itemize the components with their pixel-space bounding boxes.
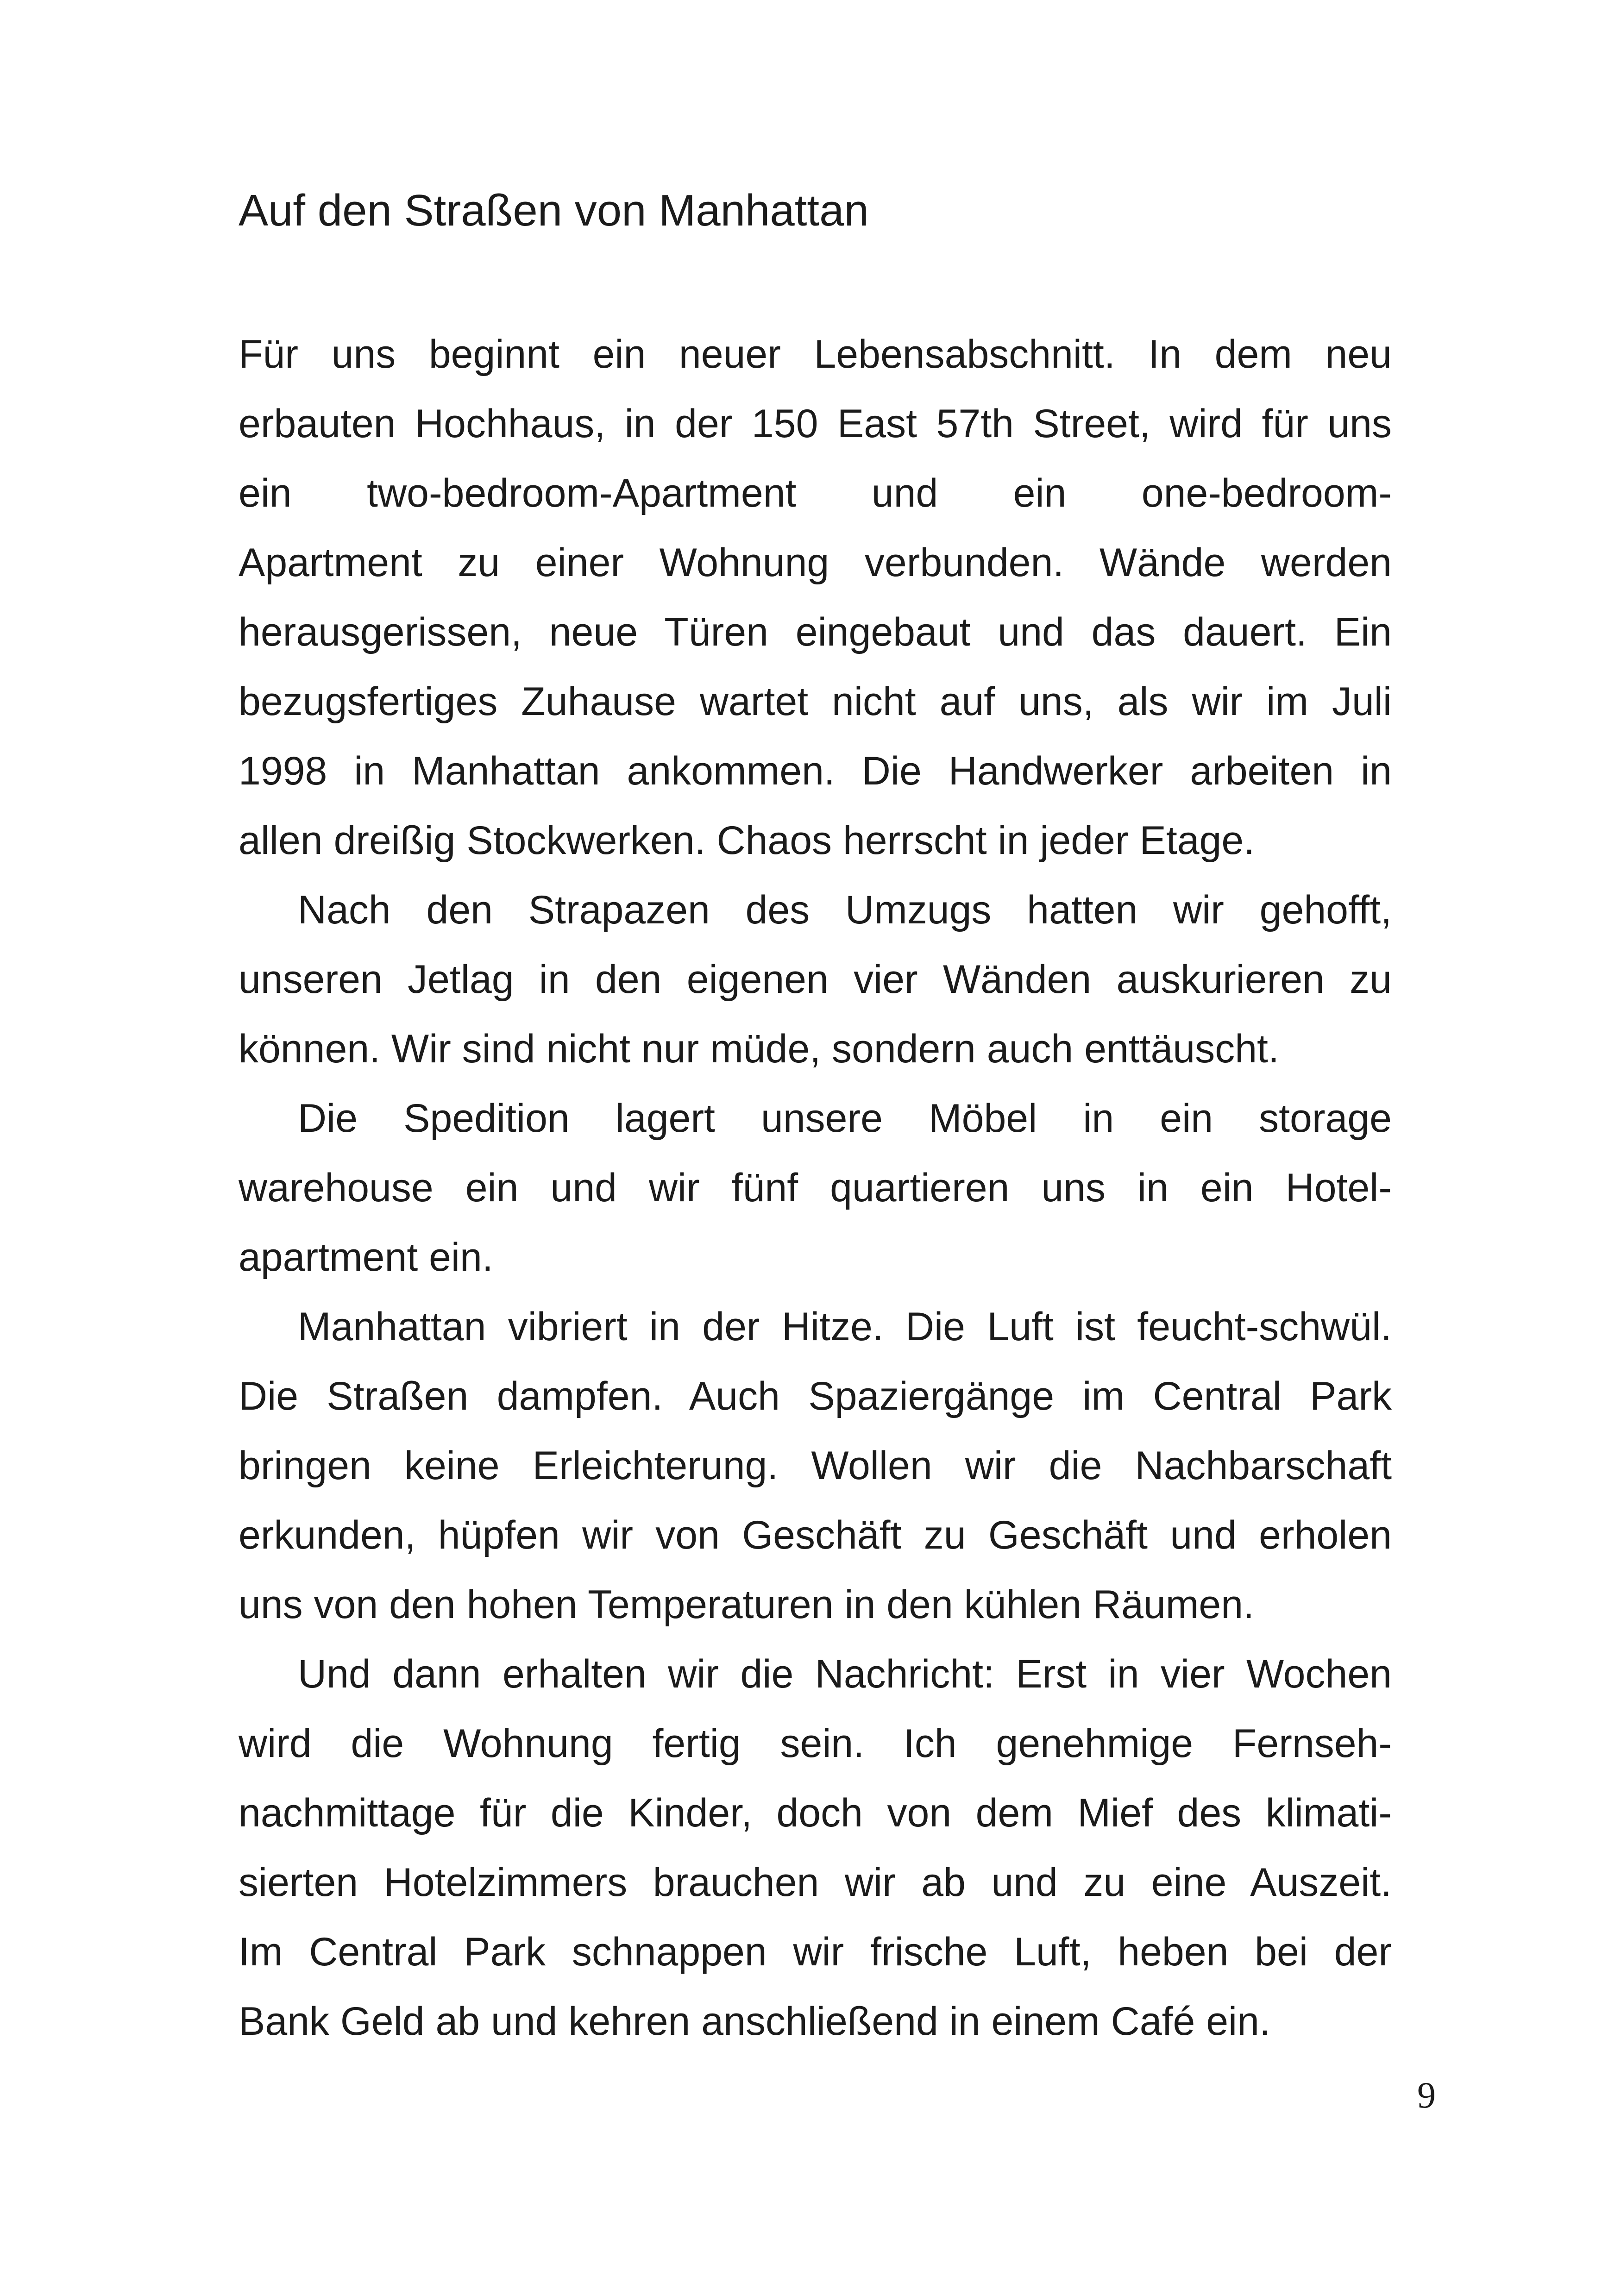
text-line: Manhattan vibriert in der Hitze. Die Luft ist feucht-schwül. <box>298 1305 1392 1349</box>
text-line: ein two-bedroom-Apartment und ein one-bedroom- <box>239 471 1392 515</box>
text-line: bringen keine Erleichterung. Wollen wir die Nachbarschaft <box>239 1443 1392 1488</box>
text-line: Für uns beginnt ein neuer Lebensabschnitt. In dem neu <box>239 332 1392 376</box>
text-line: bezugsfertiges Zuhause wartet nicht auf uns, als wir im Juli <box>239 679 1392 724</box>
text-line: Und dann erhalten wir die Nachricht: Erst in vier Wochen <box>298 1652 1392 1696</box>
text-line: herausgerissen, neue Türen eingebaut und das dauert. Ein <box>239 610 1392 654</box>
text-line: allen dreißig Stockwerken. Chaos herrscht in jeder Etage. <box>239 818 1255 863</box>
text-line: können. Wir sind nicht nur müde, sondern auch enttäuscht. <box>239 1027 1279 1071</box>
text-line: nachmittage für die Kinder, doch von dem Mief des klimati- <box>239 1791 1392 1835</box>
text-line: Im Central Park schnappen wir frische Luft, heben bei der <box>239 1930 1392 1974</box>
page-number: 9 <box>1417 2075 1436 2116</box>
text-line: 1998 in Manhattan ankommen. Die Handwerker arbeiten in <box>239 749 1392 793</box>
text-line: apartment ein. <box>239 1235 493 1280</box>
text-line: unseren Jetlag in den eigenen vier Wänden auskurieren zu <box>239 957 1392 1002</box>
text-line: Die Straßen dampfen. Auch Spaziergänge im Central Park <box>239 1374 1392 1418</box>
text-line: wird die Wohnung fertig sein. Ich genehmige Fernseh- <box>239 1721 1392 1766</box>
text-line: erkunden, hüpfen wir von Geschäft zu Geschäft und erholen <box>239 1513 1392 1557</box>
text-line: Apartment zu einer Wohnung verbunden. Wände werden <box>239 540 1392 585</box>
text-line: warehouse ein und wir fünf quartieren uns in ein Hotel- <box>239 1166 1392 1210</box>
text-line: Bank Geld ab und kehren anschließend in einem Café ein. <box>239 1999 1270 2044</box>
text-line: Nach den Strapazen des Umzugs hatten wir gehofft, <box>298 888 1392 932</box>
text-line: sierten Hotelzimmers brauchen wir ab und zu eine Auszeit. <box>239 1860 1392 1905</box>
body-text <box>239 320 1392 2056</box>
text-line: erbauten Hochhaus, in der 150 East 57th Street, wird für uns <box>239 401 1392 446</box>
text-line: Die Spedition lagert unsere Möbel in ein storage <box>298 1096 1392 1141</box>
text-line: uns von den hohen Temperaturen in den kühlen Räumen. <box>239 1582 1254 1627</box>
chapter-title: Auf den Straßen von Manhattan <box>239 186 869 235</box>
